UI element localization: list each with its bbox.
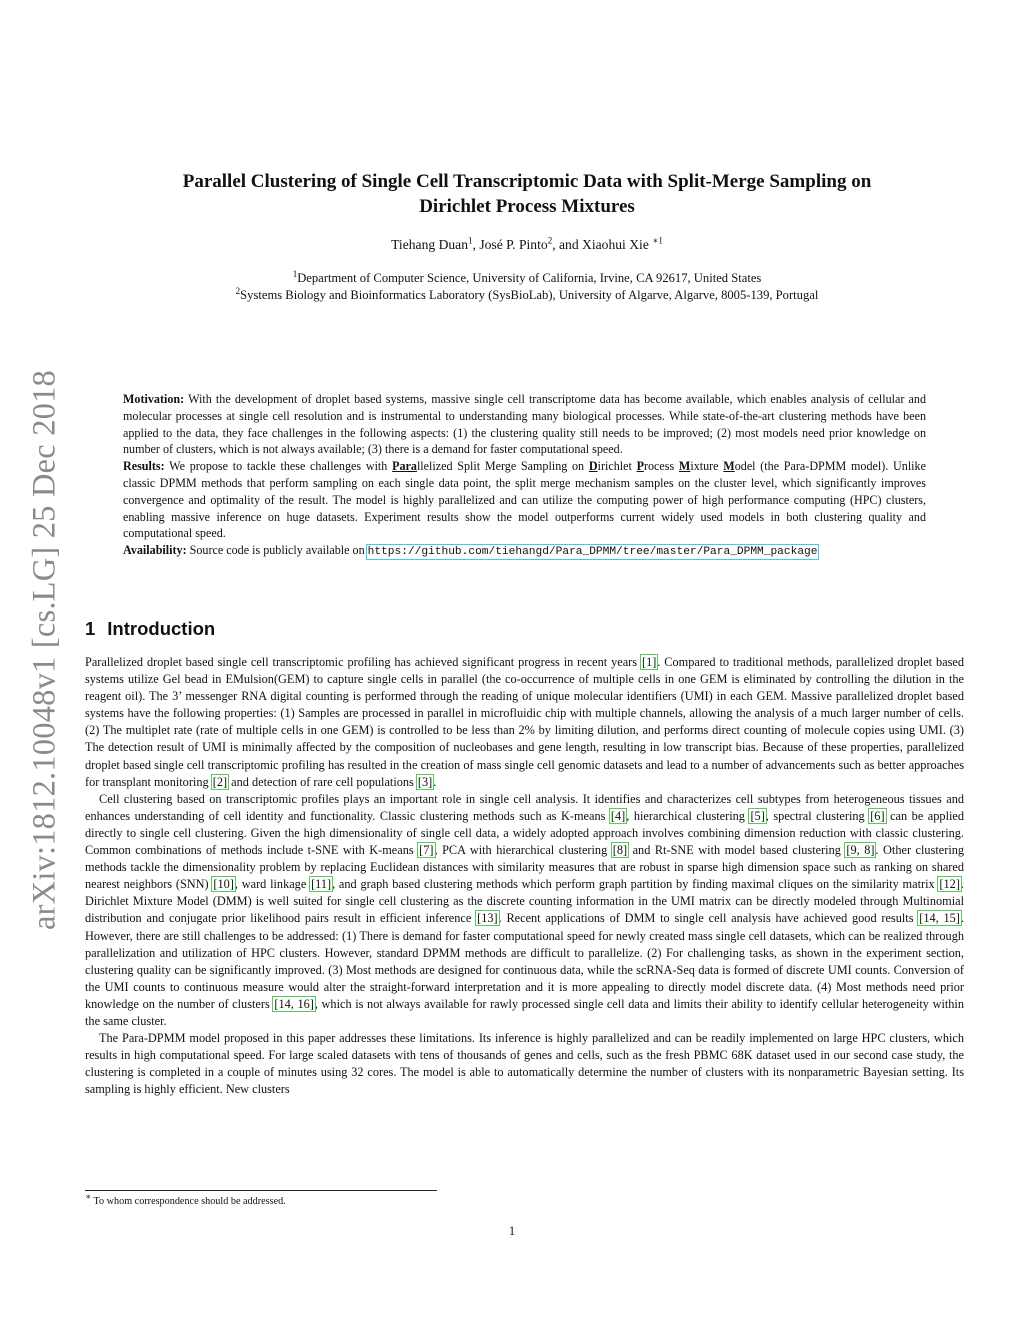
- motivation-label: Motivation:: [123, 392, 185, 406]
- paragraph-1: [85, 654, 964, 791]
- footnote-rule: [85, 1190, 437, 1191]
- section-number: 1: [85, 618, 96, 639]
- acronym-m1: M: [678, 459, 691, 474]
- p2-text-k: . Recent applications of DMM to single cell analysis have achieved good results: [498, 911, 914, 926]
- title-line-2: Dirichlet Process Mixtures: [419, 195, 635, 217]
- affiliation-1-sup: 1: [292, 268, 298, 279]
- citation-13[interactable]: [13]: [477, 911, 498, 926]
- author-2: José P. Pinto: [479, 237, 548, 252]
- acronym-para: Para: [392, 459, 417, 474]
- footnote-mark: ∗: [85, 1191, 92, 1202]
- arxiv-stamp: [22, 350, 68, 950]
- word-ixture: ixture: [690, 459, 719, 474]
- paragraph-2: [85, 791, 964, 1030]
- affiliation-2: [90, 287, 964, 304]
- p2-text-e: , PCA with hierarchical clustering: [434, 843, 608, 858]
- source-code-link[interactable]: https://github.com/tiehangd/Para_DPMM/tree/master/Para_DPMM_package: [367, 546, 818, 559]
- page-number: 1: [508, 1224, 516, 1238]
- arxiv-identifier: arXiv:1812.10048v1 [cs.LG] 25 Dec 2018: [26, 370, 63, 930]
- acronym-d: D: [588, 459, 598, 474]
- results-method: llelized Split Merge Sampling on: [416, 459, 585, 474]
- citation-3[interactable]: [3]: [417, 774, 433, 789]
- affiliation-2-text: Systems Biology and Bioinformatics Laboratory (SysBioLab), University of Algarve, Algarve, 8005-139, Portugal: [240, 288, 819, 302]
- p2-text-j: . Dirichlet Mixture Model (DMM) is well suited for single cell clustering as the discrete counting information in the UMI matrix can be directly modeled through Multinomial distribution and conjugate prior likelihood pairs result in efficient inference: [85, 877, 964, 926]
- acronym-m2: M: [723, 459, 735, 474]
- citation-1[interactable]: [1]: [641, 655, 657, 669]
- citation-10[interactable]: [10]: [213, 877, 234, 892]
- citation-8[interactable]: [8]: [612, 843, 628, 858]
- author-3: Xiaohui Xie: [582, 237, 649, 252]
- author-2-sup: 2: [547, 235, 553, 246]
- availability-label: Availability:: [123, 543, 187, 558]
- word-rocess: rocess: [643, 459, 675, 474]
- p2-text-b: , hierarchical clustering: [626, 808, 745, 823]
- p2-text-a: Cell clustering based on transcriptomic profiles plays an important role in single cell analysis. It identifies and characterizes cell subtypes from heterogeneous tissues and enhances understanding of cell identity and functionality. Classic clustering methods such as K-means: [85, 791, 964, 823]
- citation-12[interactable]: [12]: [939, 877, 960, 892]
- footnote-text: To whom correspondence should be addressed.: [93, 1196, 286, 1207]
- availability-text: Source code is publicly available on: [189, 543, 365, 558]
- p2-text-g: . Other clustering methods tackle the dimensionality problem by replacing Euclidean distances with similarity measures that are robust in sparse high dimension space such as ranking on shared nearest neighbors (SNN): [85, 843, 965, 892]
- p2-text-c: , spectral clustering: [765, 808, 865, 823]
- abstract-motivation: [123, 391, 926, 458]
- results-intro: We propose to tackle these challenges with: [169, 459, 388, 474]
- affiliation-2-sup: 2: [235, 285, 241, 296]
- abstract-results: [123, 458, 926, 542]
- p2-text-f: and Rt-SNE with model based clustering: [632, 843, 841, 858]
- author-3-sup: ∗1: [652, 235, 663, 246]
- acronym-p: P: [636, 459, 644, 474]
- author-list: Tiehang Duan$^1$, José P. Pinto$^2$, and Xiaohui Xie $^{∗1}$: [391, 235, 663, 252]
- author-and: and: [558, 237, 579, 252]
- p2-text-d: can be applied directly to single cell clustering. Given the high dimensionality of single cell data, a widely adopted approach involves combining dimension reduction with classic clustering. Common combinations of methods include t-SNE with K-means: [85, 808, 965, 858]
- p2-text-i: , and graph based clustering methods which perform graph partition by finding maximal cliques on the similarity matrix: [332, 877, 935, 892]
- citation-15[interactable]: [14, 16]: [274, 996, 314, 1011]
- introduction-body: [85, 654, 964, 1098]
- p2-text-m: , which is not always available for rawly processed single cell data and limits their ability to identify cellular heterogeneity within the same cluster.: [85, 996, 964, 1028]
- p1-text-d: .: [433, 774, 437, 789]
- abstract: [123, 391, 926, 561]
- citation-14[interactable]: [14, 15]: [919, 911, 960, 926]
- author-1-sup: 1: [468, 235, 473, 246]
- p2-text-h: , ward linkage: [234, 877, 307, 892]
- citation-5[interactable]: [5]: [750, 808, 765, 823]
- p1-text-c: and detection of rare cell populations: [231, 774, 414, 789]
- citation-7[interactable]: [7]: [419, 843, 434, 858]
- p1-text-b: . Compared to traditional methods, parallelized droplet based systems utilize Gel bead in EMulsion(GEM) to capture single cells in parallel (the co-occurrence of multiple cells in one GEM is eliminated by controlling the dilution in the reagent oil). The 3’ messenger RNA digital counting is performed through the reading of unique molecular identifiers (UMI) in each GEM. Massive parallelized droplet based systems have the following properties: (1) Samples are processed in parallel in microfluidic chip with multiple channels, allowing the analysis of a much larger number of cells. (2) The multiplet rate (rate of multiple cells in one GEM) is controlled to be less than 2% by limiting dilution, and performs direct counting of molecule copies using UMI. (3) The detection result of UMI is minimally affected by the composition of nucleobases and gene length, resulting in low transcript bias. Because of these properties, parallelized droplet based single cell transcriptomic profiling has resulted in the creation of mass single cell genomic datasets and lead to a number of advancements such as better approaches for transplant monitoring: [85, 655, 965, 789]
- paragraph-3: The Para-DPMM model proposed in this paper addresses these limitations. Its inference is highly parallelized and can be readily implemented on large HPC clusters, which results in high computational speed. For large scaled datasets with tens of thousands of genes and cells, such as the fresh PBMC 68K dataset used in our second case study, the clustering is completed in a couple of minutes using 32 cores. The model is able to automatically determine the number of clusters with its nonparametric Bayesian setting. Its sampling is highly efficient. New clusters: [85, 1031, 964, 1097]
- affiliation-1-text: Department of Computer Science, University of California, Irvine, CA 92617, United States: [297, 271, 762, 285]
- citation-4[interactable]: [4]: [610, 808, 626, 823]
- affiliation-1: [90, 270, 964, 287]
- p2-text-l: . However, there are still challenges to be addressed: (1) There is demand for faster computational speed for newly created mass single cell datasets, which can be realized through parallelization and utilization of HPC clusters. However, standard DPMM methods are difficult to parallelize. (2) For challenging tasks, as shown in the experiment section, clustering quality can be significantly improved. (3) Most methods are designed for continuous data, while the scRNA-Seq data is formed of discrete UMI counts. Conversion of the UMI counts to continuous measure would alter the straight-forward interpretation and it is more appealing to directly model discrete data. (4) Most methods need prior knowledge on the number of clusters: [85, 911, 964, 1011]
- results-label: Results:: [123, 459, 165, 474]
- word-irichlet: irichlet: [597, 459, 632, 474]
- abstract-availability: [123, 542, 926, 561]
- section-heading: [85, 618, 215, 640]
- citation-6[interactable]: [6]: [870, 808, 885, 823]
- citation-2[interactable]: [2]: [212, 774, 228, 789]
- citation-9[interactable]: [9, 8]: [846, 843, 875, 858]
- citation-11[interactable]: [11]: [311, 877, 332, 892]
- affiliations: [90, 270, 964, 304]
- paper-title: [90, 170, 964, 219]
- title-line-1: Parallel Clustering of Single Cell Transcriptomic Data with Split-Merge Sampling on: [182, 171, 872, 192]
- author-1: Tiehang Duan: [391, 237, 469, 252]
- footnote: [85, 1191, 286, 1208]
- results-text: odel (the Para-DPMM model). Unlike classic DPMM methods that perform sampling on each single data point, the split merge mechanism samples on the cluster level, which significantly improves convergence and optimality of the result. The model is highly parallelized and can utilize the computing power of high performance computing (HPC) clusters, enabling massive inference on huge datasets. Experiment results show the model outperforms current widely used models in both clustering quality and computational speed.: [123, 459, 926, 541]
- section-title: Introduction: [107, 618, 216, 639]
- motivation-text: With the development of droplet based systems, massive single cell transcriptome data has become available, which enables analysis of cellular and molecular processes at single cell resolution and is instrumental to understanding many biological processes. While state-of-the-art clustering methods have been applied to the data, they face challenges in the following aspects: (1) the clustering quality still needs to be improved; (2) most models need prior knowledge on number of clusters, which is not always available; (3) there is a demand for faster computational speed.: [123, 392, 926, 457]
- p1-text-a: Parallelized droplet based single cell transcriptomic profiling has achieved significant progress in recent years: [85, 655, 638, 669]
